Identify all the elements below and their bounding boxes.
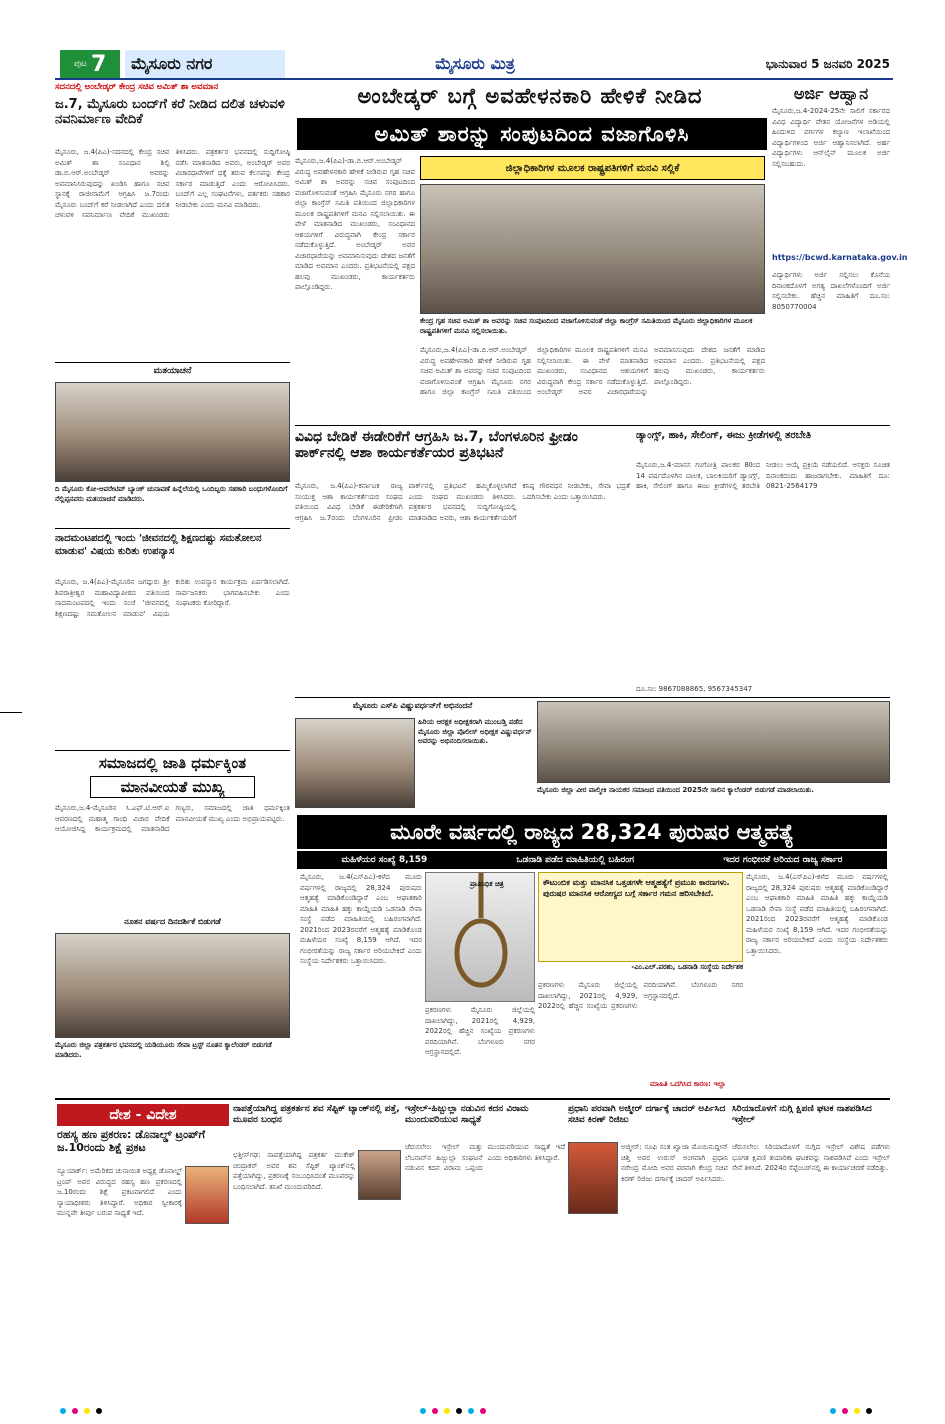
suicide-body-1: ಮೈಸೂರು, ಜ.4(ಎಸ್‌ಪಿಎ)-ಕಳೆದ ಮೂರು ವರ್ಷಗಳಲ್ಲಿ ರಾಜ್ಯದಲ್ಲಿ 28,324 ಪುರುಷರು ಆತ್ಮಹತ್ಯೆ ಮಾಡಿಕೊಂಡಿದ್ದಾರೆ ಎಂಬ ಆಘಾತಕಾರಿ ಮಾಹಿತಿ ಮಾಹಿತಿ ಹಕ್ಕು ಕಾಯ್ದೆಯಡಿ ಒಡನಾಡಿ ಸೇವಾ ಸಂಸ್ಥೆ ಪಡೆದ ಮಾಹಿತಿಯಲ್ಲಿ ಬಹಿರಂಗವಾಗಿದೆ. 2021ರಿಂದ 2023ರವರೆಗೆ ಆತ್ಮಹತ್ಯೆ ಮಾಡಿಕೊಂಡ ಮಹಿಳೆಯರ ಸಂಖ್ಯೆ 8,159 ಆಗಿದೆ. ಇದರ ಗಂಭೀರತೆಯನ್ನು ರಾಜ್ಯ ಸರ್ಕಾರ ಅರಿಯಬೇಕಿದೆ ಎಂದು ಸಂಸ್ಥೆಯ ನಿರ್ದೇಶಕರು ಒತ್ತಾಯಿಸಿದರು. [300, 873, 422, 965]
lead-photo [420, 184, 765, 314]
suicide-sub-1: ಮಹಿಳೆಯರ ಸಂಖ್ಯೆ 8,159 [341, 855, 428, 865]
edition-date: ಭಾನುವಾರ 5 ಜನವರಿ 2025 [765, 56, 890, 71]
divider [295, 697, 890, 698]
left1-kicker: ಸದನದಲ್ಲಿ ಅಂಬೇಡ್ಕರ್ ಕೇಂದ್ರ ಸಚಿವ ಅಮಿತ್ ಶಾ ಅವಮಾನ [55, 82, 290, 96]
left1-body: ಮೈಸೂರು, ಜ.4(ಪಿಎ)-ಸದನದಲ್ಲಿ ಕೇಂದ್ರ ಸಚಿವ ಅಮಿತ್ ಶಾ ಸಂವಿಧಾನ ಶಿಲ್ಪಿ ಡಾ.ಬಿ.ಆರ್.ಅಂಬೇಡ್ಕರ್ ಅವರನ್ನು ಅವಮಾನಿಸಿರುವುದನ್ನು ಖಂಡಿಸಿ ಹಾಗೂ ಸಚಿವ ಸ್ಥಾನಕ್ಕೆ ರಾಜೀನಾಮೆಗೆ ಆಗ್ರಹಿಸಿ ಜ.7ರಂದು ಮೈಸೂರು ಬಂದ್‌ಗೆ ಕರೆ ನೀಡಲಾಗಿದೆ ಎಂದು ದಲಿತ ಚಳುವಳಿ ನವನಿರ್ಮಾಣ ವೇದಿಕೆ ಮುಖಂಡರು ತಿಳಿಸಿದರು. ಪತ್ರಕರ್ತರ ಭವನದಲ್ಲಿ ಸುದ್ದಿಗೋಷ್ಠಿ ನಡೆಸಿ ಮಾತನಾಡಿದ ಅವರು, ಅಂಬೇಡ್ಕರ್ ಅವರ ವಿಚಾರಧಾರೆಗಳಿಗೆ ಧಕ್ಕೆ ತರುವ ಕೆಲಸವನ್ನು ಕೇಂದ್ರ ಸರ್ಕಾರ ಮಾಡುತ್ತಿದೆ ಎಂದು ಆರೋಪಿಸಿದರು. ಬಂದ್‌ಗೆ ಎಲ್ಲ ಸಂಘಟನೆಗಳು, ವರ್ತಕರು ಸಹಕಾರ ನೀಡಬೇಕು ಎಂದು ಮನವಿ ಮಾಡಿದರು. [55, 148, 290, 219]
photo1-title: ಮತಯಾಚನೆ [153, 366, 192, 376]
journalist-photo [358, 1150, 401, 1200]
notice-body: ಮೈಸೂರು,ಜ.4-2024-25ನೇ ಸಾಲಿಗೆ ಸರ್ಕಾರದ ವಿವಿಧ ವಿದ್ಯಾರ್ಥಿ ವೇತನ ಯೋಜನೆಗಳ ಅಡಿಯಲ್ಲಿ ಹಿಂದುಳಿದ ವರ್ಗಗಳ ಕಲ್ಯಾಣ ಇಲಾಖೆಯಿಂದ ವಿದ್ಯಾರ್ಥಿಗಳಿಂದ ಅರ್ಜಿ ಆಹ್ವಾನಿಸಲಾಗಿದೆ. ಅರ್ಹ ವಿದ್ಯಾರ್ಥಿಗಳು ಆನ್‌ಲೈನ್ ಮೂಲಕ ಅರ್ಜಿ ಸಲ್ಲಿಸಬಹುದು. [772, 107, 890, 168]
lead-body-left: ಮೈಸೂರು,ಜ.4(ಪಿಎ)-ಡಾ.ಬಿ.ಆರ್.ಅಂಬೇಡ್ಕರ್ ವಿರುದ್ಧ ಅವಹೇಳನಕಾರಿ ಹೇಳಿಕೆ ನೀಡಿರುವ ಗೃಹ ಸಚಿವ ಅಮಿತ್ ಶಾ ಅವರನ್ನು ಸಚಿವ ಸಂಪುಟದಿಂದ ವಜಾಗೊಳಿಸುವಂತೆ ಆಗ್ರಹಿಸಿ ಮೈಸೂರು ನಗರ ಹಾಗೂ ಜಿಲ್ಲಾ ಕಾಂಗ್ರೆಸ್ ಸಮಿತಿ ವತಿಯಿಂದ ಜಿಲ್ಲಾಧಿಕಾರಿಗಳ ಮೂಲಕ ರಾಷ್ಟ್ರಪತಿಗಳಿಗೆ ಮನವಿ ಸಲ್ಲಿಸಲಾಯಿತು. ಈ ವೇಳೆ ಮಾತನಾಡಿದ ಮುಖಂಡರು, ಸಂವಿಧಾನದ ಆಶಯಗಳಿಗೆ ವಿರುದ್ಧವಾಗಿ ಕೇಂದ್ರ ಸರ್ಕಾರ ನಡೆದುಕೊಳ್ಳುತ್ತಿದೆ. ಅಂಬೇಡ್ಕರ್ ಅವರ ವಿಚಾರಧಾರೆಯನ್ನು ಅವಮಾನಿಸುವುದು ದೇಶದ ಜನತೆಗೆ ಮಾಡಿದ ಅವಮಾನ ಎಂದರು. ಪ್ರತಿಭಟನೆಯಲ್ಲಿ ಪಕ್ಷದ ಹಲವು ಮುಖಂಡರು, ಕಾರ್ಯಕರ್ತರು ಪಾಲ್ಗೊಂಡಿದ್ದರು. [295, 157, 415, 291]
divider [55, 1098, 890, 1100]
registration-marks-center [420, 1408, 486, 1414]
photo-vote-campaign [55, 382, 290, 482]
suicide-sub-3: ಇದರ ಗಂಭೀರತೆ ಅರಿಯದ ರಾಜ್ಯ ಸರ್ಕಾರ [723, 855, 843, 865]
world-a3-headline: ಇಸ್ರೇಲ್-ಹಿಜ್ಬುಲ್ಲಾ ನಡುವಿನ ಕದನ ವಿರಾಮ ಮುಂದುವರಿಯುವ ಸಾಧ್ಯತೆ [405, 1104, 529, 1125]
world-a2-headline: ನಾಪತ್ತೆಯಾಗಿದ್ದ ಪತ್ರಕರ್ತನ ಶವ ಸೆಪ್ಟಿಕ್ ಟ್ಯಾಂಕ್‌ನಲ್ಲಿ ಪತ್ತೆ, ಮೂವರ ಬಂಧನ [233, 1104, 400, 1125]
sports-body: ಮೈಸೂರು,ಜ.4-ಮಾನಸ ಗಂಗೋತ್ರಿ ಪಾಲಕರ 80ಂದ 14 ವರ್ಷದೊಳಗಿನ ಬಾಲಕ, ಬಾಲಕಿಯರಿಗೆ ಡ್ಯಾಂಗ್ಸ್, ಹಾಕಿ, ಸೇಲಿಂಗ್ ಹಾಗೂ ಈಜು ಕ್ರೀಡೆಗಳಲ್ಲಿ ತರಬೇತಿ ನೀಡಲು ಆಯ್ಕೆ ಪ್ರಕ್ರಿಯೆ ನಡೆಯಲಿದೆ. ಆಸಕ್ತರು ಸೂಚಿತ ದಿನಾಂಕದಂದು ಹಾಜರಾಗಬೇಕು. ಮಾಹಿತಿಗೆ ದೂ: 0821-2564179 [636, 461, 890, 490]
notice-headline: ಅರ್ಜಿ ಆಹ್ವಾನ [793, 84, 869, 103]
page-label: ಪುಟ [73, 59, 87, 69]
photo2-title: ನೂತನ ವರ್ಷದ ದಿನದರ್ಶಿಕೆ ಬಿಡುಗಡೆ [124, 917, 221, 926]
world-a5-body: ಜೆರುಸಲೇಂ: ಸಿರಿಯಾದೊಳಗೆ ನುಗ್ಗಿದ ಇಸ್ರೇಲ್ ವಿಶೇಷ ಪಡೆಗಳು ಭೂಗತ ಕ್ಷಿಪಣಿ ತಯಾರಿಕಾ ಘಟಕವನ್ನು ನಾಶಪಡಿಸಿವೆ ಎಂದು ಇಸ್ರೇಲ್ ಸೇನೆ ತಿಳಿಸಿದೆ. 2024ರ ಸೆಪ್ಟೆಂಬರ್‌ನಲ್ಲಿ ಈ ಕಾರ್ಯಾಚರಣೆ ನಡೆದಿತ್ತು. [732, 1143, 890, 1172]
left1-headline: ಜ.7, ಮೈಸೂರು ಬಂದ್‌ಗೆ ಕರೆ ನೀಡಿದ ದಲಿತ ಚಳುವಳಿ ನವನಿರ್ಮಾಣ ವೇದಿಕೆ [55, 97, 285, 127]
crop-mark [0, 712, 22, 713]
divider [55, 528, 290, 529]
registration-marks-right [830, 1408, 872, 1414]
suicide-quote: ಕೌಟುಂಬಿಕ ಮತ್ತು ಮಾನಸಿಕ ಒತ್ತಡಗಳೇ ಆತ್ಮಹತ್ಯೆಗೆ ಪ್ರಮುಖ ಕಾರಣಗಳು. ಪುರುಷರ ಮಾನಸಿಕ ಆರೋಗ್ಯದ ಬಗ್ಗೆ ಸರ್ಕಾರ ಗಮನ ಹರಿಸಬೇಕಿದೆ. [538, 872, 743, 962]
suicide-headline: ಮೂರೇ ವರ್ಷದಲ್ಲಿ ರಾಜ್ಯದ 28,324 ಪುರುಷರ ಆತ್ಮಹತ್ಯೆ [297, 815, 887, 849]
suicide-body-3: ಪ್ರಕರಣಗಳು ಮೈಸೂರು ಜಿಲ್ಲೆಯಲ್ಲಿ ದಾಖಲಾಗಿದ್ದು, 2021ರಲ್ಲಿ 4,929, 2022ರಲ್ಲಿ ಹೆಚ್ಚಿನ ಸಂಖ್ಯೆಯ ಪ್ರಕರಣಗಳು ವರದಿಯಾಗಿವೆ. ಬೆಂಗಳೂರು ನಗರ ಅಗ್ರಸ್ಥಾನದಲ್ಲಿದೆ. [538, 981, 743, 1010]
world-a1-body: ನ್ಯೂಯಾರ್ಕ್: ಅಮೆರಿಕದ ಚುನಾಯಿತ ಅಧ್ಯಕ್ಷ ಡೊನಾಲ್ಡ್ ಟ್ರಂಪ್ ಅವರ ವಿರುದ್ಧದ ರಹಸ್ಯ ಹಣ ಪ್ರಕರಣದಲ್ಲಿ ಜ.10ರಂದು ಶಿಕ್ಷೆ ಪ್ರಕಟವಾಗಲಿದೆ ಎಂದು ನ್ಯಾಯಾಧೀಶರು ತಿಳಿಸಿದ್ದಾರೆ. ಅಧಿಕಾರ ಸ್ವೀಕಾರಕ್ಕೆ ಮುನ್ನವೇ ತೀರ್ಪು ಬರುವ ಸಾಧ್ಯತೆ ಇದೆ. [57, 1167, 182, 1217]
photo2-caption: ಮೈಸೂರು ಜಿಲ್ಲಾ ಪತ್ರಕರ್ತರ ಭವನದಲ್ಲಿ ಯಡಿಯೂರು ಸೇವಾ ಟ್ರಸ್ಟ್ ನೂತನ ಕ್ಯಾಲೆಂಡರ್ ಬಿಡುಗಡೆ ಮಾಡಿದರು. [55, 1041, 272, 1059]
world-a4-headline: ಪ್ರಧಾನಿ ಪರವಾಗಿ ಅಜ್ಮೀರ್ ದರ್ಗಾಕ್ಕೆ ಚಾದರ್ ಅರ್ಪಿಸಿದ ಸಚಿವ ಕಿರಣ್ ರಿಜಿಜು [568, 1104, 726, 1125]
suicide-body-2: ಪ್ರಕರಣಗಳು ಮೈಸೂರು ಜಿಲ್ಲೆಯಲ್ಲಿ ದಾಖಲಾಗಿದ್ದು, 2021ರಲ್ಲಿ 4,929, 2022ರಲ್ಲಿ ಹೆಚ್ಚಿನ ಸಂಖ್ಯೆಯ ಪ್ರಕರಣಗಳು ವರದಿಯಾಗಿವೆ. ಬೆಂಗಳೂರು ನಗರ ಅಗ್ರಸ್ಥಾನದಲ್ಲಿದೆ. [425, 1006, 535, 1056]
registration-marks-left [60, 1408, 102, 1414]
left2-headline: ನಾದಮಂಟಪದಲ್ಲಿ ಇಂದು 'ಜೀವನದಲ್ಲಿ ಶಿಕ್ಷಣದಷ್ಟು ಸಮತೋಲನ ಮಾಡುವ' ವಿಷಯ ಕುರಿತು ಉಪನ್ಯಾಸ [55, 533, 262, 557]
lead-headline-top: ಅಂಬೇಡ್ಕರ್ ಬಗ್ಗೆ ಅವಹೇಳನಕಾರಿ ಹೇಳಿಕೆ ನೀಡಿದ [357, 84, 703, 108]
sp-photo-caption: ಹಿರಿಯ ಆರಕ್ಷಕ ಅಧೀಕ್ಷಕರಾಗಿ ಮುಂಬಡ್ತಿ ಪಡೆದ ಮೈಸೂರು ಜಿಲ್ಲಾ ಪೊಲೀಸ್ ಅಧೀಕ್ಷಕ ವಿಷ್ಣುವರ್ಧನ್ ಅವರನ್ನು ಅಭಿನಂದಿಸಲಾಯಿತು. [418, 718, 532, 745]
suicide-sub-2: ಒಡನಾಡಿ ಪಡೆದ ಮಾಹಿತಿಯಲ್ಲಿ ಬಹಿರಂಗ [516, 855, 635, 865]
left3-headline-bottom: ಮಾನವೀಯತೆ ಮುಖ್ಯ [90, 776, 255, 798]
lead-photo-caption: ಕೇಂದ್ರ ಗೃಹ ಸಚಿವ ಅಮಿತ್ ಶಾ ಅವರನ್ನು ಸಚಿವ ಸಂಪುಟದಿಂದ ವಜಾಗೊಳಿಸುವಂತೆ ಜಿಲ್ಲಾ ಕಾಂಗ್ರೆಸ್ ಸಮಿತಿಯಿಂದ ಮೈಸೂರು ಜಿಲ್ಲಾಧಿಕಾರಿಗಳ ಮೂಲಕ ರಾಷ್ಟ್ರಪತಿಗಳಿಗೆ ಮನವಿ ಸಲ್ಲಿಸಲಾಯಿತು. [420, 317, 753, 335]
world-a4-body: ಅಜ್ಮೀರ್: ಸೂಫಿ ಸಂತ ಖ್ವಾಜಾ ಮೊಯಿನುದ್ದೀನ್ ಚಿಶ್ತಿ ಅವರ ಉರುಸ್ ಅಂಗವಾಗಿ ಪ್ರಧಾನಿ ನರೇಂದ್ರ ಮೋದಿ ಅವರ ಪರವಾಗಿ ಕೇಂದ್ರ ಸಚಿವ ಕಿರಣ್ ರಿಜಿಜು ದರ್ಗಾಕ್ಕೆ ಚಾದರ್ ಅರ್ಪಿಸಿದರು. [621, 1143, 728, 1183]
world-a5-headline: ಸಿರಿಯಾದೊಳಗೆ ನುಗ್ಗಿ ಕ್ಷಿಪಣಿ ಘಟಕ ನಾಶಪಡಿಸಿದ ಇಸ್ರೇಲ್ [732, 1104, 872, 1125]
noose-image-label: ಪ್ರಾತಿನಿಧಿಕ ಚಿತ್ರ [470, 880, 504, 888]
calendar-photo [537, 701, 890, 783]
calendar-caption: ಮೈಸೂರು ಜಿಲ್ಲಾ ವೀರ ವಾಲ್ಮೀಕಿ ನಾಯಕರ ಸಮಾಜದ ವತಿಯಿಂದ 2025ನೇ ಸಾಲಿನ ಕ್ಯಾಲೆಂಡರ್ ಬಿಡುಗಡೆ ಮಾಡಲಾಯಿತು. [537, 786, 814, 794]
mid-headline: ವಿವಿಧ ಬೇಡಿಕೆ ಈಡೇರಿಕೆಗೆ ಆಗ್ರಹಿಸಿ ಜ.7, ಬೆಂಗಳೂರಿನ ಫ್ರೀಡಂ ಪಾರ್ಕ್‌ನಲ್ಲಿ ಆಶಾ ಕಾರ್ಯಕರ್ತೆಯರ ಪ್ರತಿಭಟನೆ [295, 429, 578, 461]
world-a2-body: ಛತ್ತೀಸ್‌ಗಢ: ನಾಪತ್ತೆಯಾಗಿದ್ದ ಪತ್ರಕರ್ತ ಮುಕೇಶ್ ಚಂದ್ರಾಕರ್ ಅವರ ಶವ ಸೆಪ್ಟಿಕ್ ಟ್ಯಾಂಕ್‌ನಲ್ಲಿ ಪತ್ತೆಯಾಗಿದ್ದು, ಪ್ರಕರಣಕ್ಕೆ ಸಂಬಂಧಿಸಿದಂತೆ ಮೂವರನ್ನು ಬಂಧಿಸಲಾಗಿದೆ. ತನಿಖೆ ಮುಂದುವರಿದಿದೆ. [233, 1151, 355, 1191]
page-number-badge [60, 50, 120, 78]
suicide-quote-author: -ಎಂ.ಎಲ್.ಪರಶು, ಒಡನಾಡಿ ಸಂಸ್ಥೆಯ ನಿರ್ದೇಶಕ [631, 963, 743, 971]
world-a1-headline: ರಹಸ್ಯ ಹಣ ಪ್ರಕರಣ: ಡೊನಾಲ್ಡ್ ಟ್ರಂಪ್‌ಗೆ ಜ.10ರಂದು ಶಿಕ್ಷೆ ಪ್ರಕಟ [57, 1128, 205, 1154]
sp-photo-title: ಮೈಸೂರು ಎಸ್‌ಪಿ ವಿಷ್ಣುವರ್ಧನ್‌ಗೆ ಅಭಿನಂದನೆ [352, 701, 473, 710]
divider [55, 362, 290, 363]
suicide-body-4: ಮೈಸೂರು, ಜ.4(ಎಸ್‌ಪಿಎ)-ಕಳೆದ ಮೂರು ವರ್ಷಗಳಲ್ಲಿ ರಾಜ್ಯದಲ್ಲಿ 28,324 ಪುರುಷರು ಆತ್ಮಹತ್ಯೆ ಮಾಡಿಕೊಂಡಿದ್ದಾರೆ ಎಂಬ ಆಘಾತಕಾರಿ ಮಾಹಿತಿ ಮಾಹಿತಿ ಹಕ್ಕು ಕಾಯ್ದೆಯಡಿ ಒಡನಾಡಿ ಸೇವಾ ಸಂಸ್ಥೆ ಪಡೆದ ಮಾಹಿತಿಯಲ್ಲಿ ಬಹಿರಂಗವಾಗಿದೆ. 2021ರಿಂದ 2023ರವರೆಗೆ ಆತ್ಮಹತ್ಯೆ ಮಾಡಿಕೊಂಡ ಮಹಿಳೆಯರ ಸಂಖ್ಯೆ 8,159 ಆಗಿದೆ. ಇದರ ಗಂಭೀರತೆಯನ್ನು ರಾಜ್ಯ ಸರ್ಕಾರ ಅರಿಯಬೇಕಿದೆ ಎಂದು ಸಂಸ್ಥೆಯ ನಿರ್ದೇಶಕರು ಒತ್ತಾಯಿಸಿದರು. [746, 873, 888, 955]
paper-name: ಮೈಸೂರು ಮಿತ್ರ [435, 54, 515, 73]
mid-body: ಮೈಸೂರು, ಜ.4(ಪಿಎ)-ಕರ್ನಾಟಕ ರಾಜ್ಯ ಸಂಯುಕ್ತ ಆಶಾ ಕಾರ್ಯಕರ್ತೆಯರ ಸಂಘದ ವತಿಯಿಂದ ವಿವಿಧ ಬೇಡಿಕೆ ಈಡೇರಿಕೆಗಾಗಿ ಆಗ್ರಹಿಸಿ ಜ.7ರಂದು ಬೆಂಗಳೂರಿನ ಫ್ರೀಡಂ ಪಾರ್ಕ್‌ನಲ್ಲಿ ಪ್ರತಿಭಟನೆ ಹಮ್ಮಿಕೊಳ್ಳಲಾಗಿದೆ ಎಂದು ಸಂಘದ ಮುಖಂಡರು ತಿಳಿಸಿದರು. ಪತ್ರಕರ್ತರ ಭವನದಲ್ಲಿ ಸುದ್ದಿಗೋಷ್ಠಿಯಲ್ಲಿ ಮಾತನಾಡಿದ ಅವರು, ಆಶಾ ಕಾರ್ಯಕರ್ತೆಯರಿಗೆ ಕನಿಷ್ಠ ಗೌರವಧನ ನೀಡಬೇಕು, ಸೇವಾ ಭದ್ರತೆ ಒದಗಿಸಬೇಕು ಎಂದು ಒತ್ತಾಯಿಸಿದರು. [295, 482, 630, 522]
photo-calendar-release [55, 933, 290, 1038]
divider [295, 425, 890, 426]
sports-headline: ಡ್ಯಾಂಗ್ಸ್, ಹಾಕಿ, ಸೇಲಿಂಗ್, ಈಜು ಕ್ರೀಡೆಗಳಲ್ಲಿ ತರಬೇತಿ [636, 430, 812, 441]
lead-body-right: ಮೈಸೂರು,ಜ.4(ಪಿಎ)-ಡಾ.ಬಿ.ಆರ್.ಅಂಬೇಡ್ಕರ್ ವಿರುದ್ಧ ಅವಹೇಳನಕಾರಿ ಹೇಳಿಕೆ ನೀಡಿರುವ ಗೃಹ ಸಚಿವ ಅಮಿತ್ ಶಾ ಅವರನ್ನು ಸಚಿವ ಸಂಪುಟದಿಂದ ವಜಾಗೊಳಿಸುವಂತೆ ಆಗ್ರಹಿಸಿ ಮೈಸೂರು ನಗರ ಹಾಗೂ ಜಿಲ್ಲಾ ಕಾಂಗ್ರೆಸ್ ಸಮಿತಿ ವತಿಯಿಂದ ಜಿಲ್ಲಾಧಿಕಾರಿಗಳ ಮೂಲಕ ರಾಷ್ಟ್ರಪತಿಗಳಿಗೆ ಮನವಿ ಸಲ್ಲಿಸಲಾಯಿತು. ಈ ವೇಳೆ ಮಾತನಾಡಿದ ಮುಖಂಡರು, ಸಂವಿಧಾನದ ಆಶಯಗಳಿಗೆ ವಿರುದ್ಧವಾಗಿ ಕೇಂದ್ರ ಸರ್ಕಾರ ನಡೆದುಕೊಳ್ಳುತ್ತಿದೆ. ಅಂಬೇಡ್ಕರ್ ಅವರ ವಿಚಾರಧಾರೆಯನ್ನು ಅವಮಾನಿಸುವುದು ದೇಶದ ಜನತೆಗೆ ಮಾಡಿದ ಅವಮಾನ ಎಂದರು. ಪ್ರತಿಭಟನೆಯಲ್ಲಿ ಪಕ್ಷದ ಹಲವು ಮುಖಂಡರು, ಕಾರ್ಯಕರ್ತರು ಪಾಲ್ಗೊಂಡಿದ್ದರು. [420, 346, 765, 396]
page-number: 7 [90, 51, 107, 77]
sp-photo [295, 718, 415, 808]
world-section-tag: ದೇಶ - ವಿದೇಶ [57, 1104, 229, 1126]
ajmer-photo [568, 1142, 618, 1214]
divider [55, 750, 290, 751]
section-name: ಮೈಸೂರು ನಗರ [125, 50, 285, 78]
suicide-credit: ಮಾಹಿತಿ ಒದಗಿಸಿದ ಕಾರಣ: ಇಲ್ಲಾ [650, 1080, 726, 1088]
left3-headline-top: ಸಮಾಜದಲ್ಲಿ ಜಾತಿ ಧರ್ಮಕ್ಕಿಂತ [98, 754, 247, 772]
notice-link[interactable]: https://bcwd.karnataka.gov.in [772, 253, 908, 262]
world-a3-body: ಜೆರುಸಲೇಂ: ಇಸ್ರೇಲ್ ಮತ್ತು ಲೆಬನಾನ್‌ನ ಹಿಜ್ಬುಲ್ಲಾ ಸಂಘಟನೆ ನಡುವಿನ ಕದನ ವಿರಾಮ ಒಪ್ಪಂದ ಮುಂದುವರಿಯುವ ಸಾಧ್ಯತೆ ಇದೆ ಎಂದು ಅಧಿಕಾರಿಗಳು ತಿಳಿಸಿದ್ದಾರೆ. [405, 1143, 565, 1172]
trump-photo [185, 1166, 229, 1224]
notice-body-2: ವಿದ್ಯಾರ್ಥಿಗಳು ಅರ್ಜಿ ಸಲ್ಲಿಸಲು ಕೊನೆಯ ದಿನಾಂಕದೊಳಗೆ ಅಗತ್ಯ ದಾಖಲೆಗಳೊಂದಿಗೆ ಅರ್ಜಿ ಸಲ್ಲಿಸಬೇಕು. ಹೆಚ್ಚಿನ ಮಾಹಿತಿಗೆ ದೂ.ಸಂ: 8050770004 [772, 271, 890, 311]
lead-subhead: ಜಿಲ್ಲಾಧಿಕಾರಿಗಳ ಮೂಲಕ ರಾಷ್ಟ್ರಪತಿಗಳಿಗೆ ಮನವಿ ಸಲ್ಲಿಕೆ [420, 156, 765, 180]
left2-body: ಮೈಸೂರು, ಜ.4(ಪಿಎ)-ಮೈಸೂರಿನ ಜಗದ್ಗುರು ಶ್ರೀ ಶಿವರಾತ್ರೀಶ್ವರ ಮಹಾವಿದ್ಯಾಪೀಠದ ವತಿಯಿಂದ ನಾದಮಂಟಪದಲ್ಲಿ ಇಂದು ಸಂಜೆ 'ಜೀವನದಲ್ಲಿ ಶಿಕ್ಷಣದಷ್ಟು ಸಮತೋಲನ ಮಾಡುವ' ವಿಷಯ ಕುರಿತು ಉಪನ್ಯಾಸ ಕಾರ್ಯಕ್ರಮ ಏರ್ಪಡಿಸಲಾಗಿದೆ. ಸಾರ್ವಜನಿಕರು ಭಾಗವಹಿಸಬೇಕು ಎಂದು ಸಂಘಟಕರು ಕೋರಿದ್ದಾರೆ. [55, 578, 290, 618]
left3-body: ಮೈಸೂರು,ಜ.4-ಮೈಸೂರಿನ ಸಿ.ಎಫ್.ಟಿ.ಆರ್.ಐ ಆವರಣದಲ್ಲಿ ಮಹಾತ್ಮ ಗಾಂಧಿ ವಿಚಾರ ವೇದಿಕೆ ಆಯೋಜಿಸಿದ್ದ ಕಾರ್ಯಕ್ರಮದಲ್ಲಿ ಮಾತನಾಡಿದ ಗಣ್ಯರು, ಸಮಾಜದಲ್ಲಿ ಜಾತಿ ಧರ್ಮಕ್ಕಿಂತ ಮಾನವೀಯತೆ ಮುಖ್ಯ ಎಂದು ಅಭಿಪ್ರಾಯಪಟ್ಟರು. [55, 804, 290, 833]
lead-headline-bottom: ಅಮಿತ್ ಶಾರನ್ನು ಸಂಪುಟದಿಂದ ವಜಾಗೊಳಿಸಿ [297, 118, 767, 150]
suicide-subheads [297, 851, 887, 869]
photo1-caption: ದಿ ಮೈಸೂರು ಕೋ-ಆಪರೇಟಿವ್ ಬ್ಯಾಂಕ್ ಚುನಾವಣೆ ಹಿನ್ನೆಲೆಯಲ್ಲಿ ಒಂದಿಬ್ಬರು ಸಹಕಾರಿ ಬಂಧುಗಳೊಂದಿಗೆ ನೆಲ್ಲಿಪ್ಪನವರು ಮತಯಾಚನೆ ಮಾಡಿದರು. [55, 485, 288, 503]
sports-phone: ದೂ.ಸಂ: 9867088865, 9567345347 [636, 685, 753, 693]
